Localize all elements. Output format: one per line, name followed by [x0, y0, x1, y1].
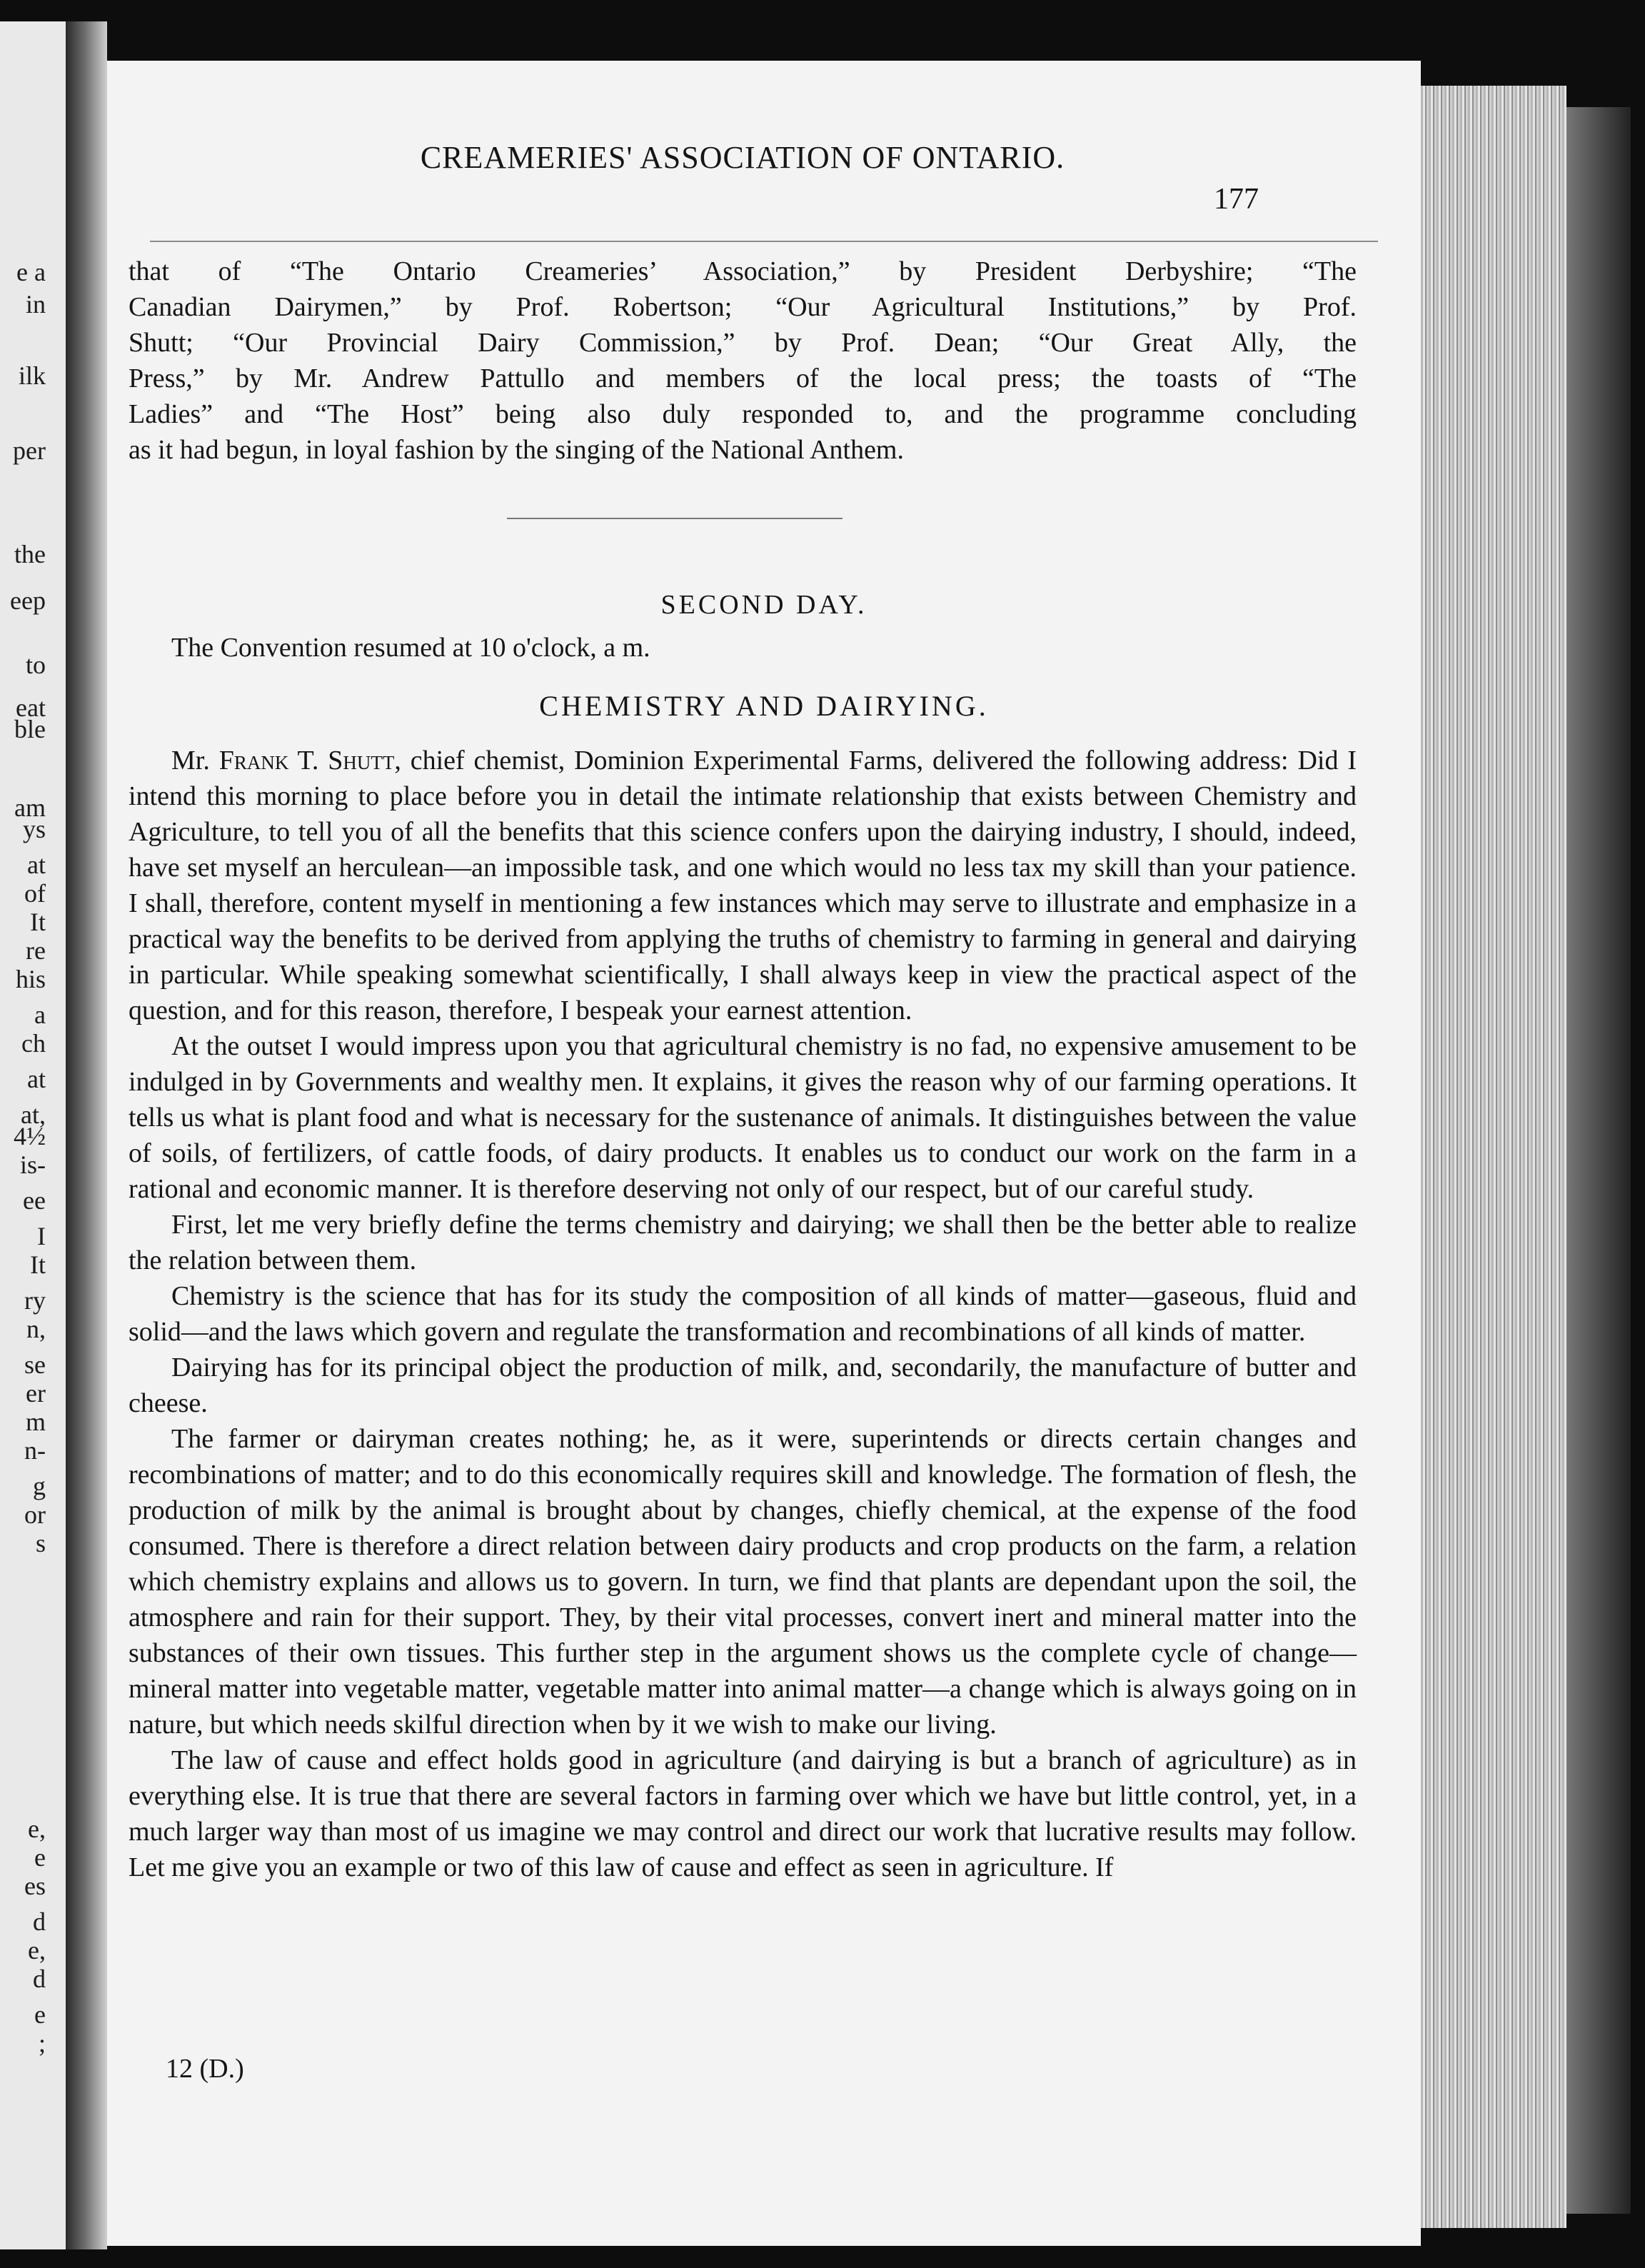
section-heading-second-day: SECOND DAY.	[660, 590, 867, 620]
convention-resumed-line: The Convention resumed at 10 o'clock, a m.	[171, 633, 650, 663]
facing-page-fragment: ilk	[18, 361, 46, 390]
facing-page-fragment: ee	[23, 1186, 46, 1215]
article-paragraph: Dairying has for its principal object the production of milk, and, secondarily, the manufacture of butter and cheese.	[129, 1353, 1357, 1418]
facing-page-fragment: is-	[20, 1150, 46, 1179]
article-paragraph: The farmer or dairyman creates nothing; he, as it were, superintends or directs certain changes and recombinations of matter; and to do this economically requires skill and knowledge. The formation of flesh, the production of milk by the animal is brought about by changes, chiefly chemical, at the expense of the food consumed. There is therefore a direct relation between dairy products and crop products on the farm, a relation which chemistry explains and allows us to govern. In turn, we find that plants are dependant upon the soil, the atmosphere and rain for their support. They, by their vital processes, convert inert and mineral matter into the substances of their own tissues. This further step in the argument shows us the complete cycle of change—mineral matter into vegetable matter, vegetable matter into animal matter—a change which is always going on in nature, but which needs skilful direction when by it we wish to make our living.	[129, 1424, 1357, 1740]
intro-paragraph	[129, 254, 1357, 468]
facing-page-fragment: 4½	[14, 1122, 46, 1150]
facing-page-fragment: n-	[24, 1436, 46, 1465]
facing-page-fragment: er	[26, 1379, 46, 1408]
facing-page-fragment: eep	[10, 586, 46, 615]
facing-page-fragment: es	[24, 1872, 46, 1900]
facing-page-fragment: It	[30, 908, 46, 936]
facing-page-fragment: at	[27, 850, 46, 879]
facing-page-fragment: ry	[24, 1286, 46, 1315]
facing-page-fragment: am	[14, 793, 46, 822]
article-paragraph: At the outset I would impress upon you that agricultural chemistry is no fad, no expensive amusement to be indulged in by Governments and wealthy men. It explains, it gives the reason why of our farming operations. It tells us what is plant food and what is necessary for the sustenance of animals. It distinguishes between the value of soils, of fertilizers, of cattle foods, of dairy products. It enables us to conduct our work on the farm in a rational and economic manner. It is therefore deserving not only of our respect, but of our careful study.	[129, 1031, 1357, 1204]
facing-page-fragment: re	[26, 936, 46, 965]
intro-line: Ladies” and “The Host” being also duly responded to, and the programme concluding	[129, 399, 1357, 429]
facing-page-fragment: e a	[16, 258, 46, 286]
facing-page-fragment: d	[33, 1965, 46, 1993]
facing-page-fragment: It	[30, 1250, 46, 1279]
facing-page-fragment: per	[13, 436, 46, 465]
article-heading: CHEMISTRY AND DAIRYING.	[539, 690, 989, 722]
facing-page-fragment: at	[27, 1065, 46, 1093]
intro-line: Shutt; “Our Provincial Dairy Commission,” by Prof. Dean; “Our Great Ally, the	[129, 328, 1357, 358]
facing-page-fragment: ble	[14, 715, 46, 743]
page-edges	[1421, 86, 1566, 2228]
intro-line: Canadian Dairymen,” by Prof. Robertson; “Our Agricultural Institutions,” by Prof.	[129, 292, 1357, 322]
facing-page-fragment: e,	[28, 1815, 46, 1843]
intro-line: that of “The Ontario Creameries’ Association,” by President Derbyshire; “The	[129, 256, 1357, 286]
facing-page-fragment: ;	[38, 2029, 46, 2057]
facing-page-fragment: ys	[22, 815, 46, 843]
paragraph-text: chief chemist, Dominion Experimental Farms, delivered the following address: Did I intend this morning to place before you in detail the intimate relationship that exists between Chemistry and Agriculture, to tell you of all the benefits that this science confers upon the dairying industry, I should, indeed, have set myself an herculean—an impossible task, and one which would no less tax my skill than your patience. I shall, therefore, content myself in mentioning a few instances which may serve to illustrate and emphasize in a practical way the benefits to be derived from applying the truths of chemistry to farming in general and dairying in particular. While speaking somewhat scientifically, I shall always keep in view the practical aspect of the question, and for this reason, therefore, I bespeak your earnest attention.	[129, 746, 1357, 1025]
facing-page-fragment: his	[15, 965, 46, 993]
facing-page-strip	[0, 21, 66, 2249]
signature-mark: 12 (D.)	[166, 2054, 244, 2084]
facing-page-fragment: or	[24, 1500, 46, 1529]
running-head: CREAMERIES' ASSOCIATION OF ONTARIO.	[420, 140, 1065, 175]
article-paragraph	[129, 743, 1357, 1028]
facing-page-fragment: n,	[26, 1315, 46, 1343]
facing-page-fragment: d	[33, 1907, 46, 1936]
facing-page-fragment: s	[35, 1529, 46, 1557]
article-paragraph: Chemistry is the science that has for its study the composition of all kinds of matter—gaseous, fluid and solid—and the laws which govern and regulate the transformation and recombinations of all kinds of matter.	[129, 1281, 1357, 1347]
intro-line: as it had begun, in loyal fashion by the singing of the National Anthem.	[129, 435, 904, 465]
page-number: 177	[1214, 183, 1259, 216]
book-page	[107, 61, 1421, 2246]
facing-page-fragment: to	[25, 651, 46, 679]
facing-page-fragment: in	[25, 290, 46, 318]
facing-page-fragment: a	[34, 1000, 46, 1029]
facing-page-fragment: se	[24, 1350, 46, 1379]
facing-page-fragment: g	[33, 1472, 46, 1500]
header-rule	[150, 241, 1378, 242]
article-paragraph: The law of cause and effect holds good in agriculture (and dairying is but a branch of agriculture) as in everything else. It is true that there are several factors in farming over which we have but little control, yet, in a much larger way than most of us imagine we may control and direct our work that lucrative results may follow. Let me give you an example or two of this law of cause and effect as seen in agriculture. If	[129, 1745, 1357, 1882]
article-body	[129, 743, 1357, 1885]
facing-page-fragment: e	[34, 2000, 46, 2029]
facing-page-fragment: m	[25, 1408, 46, 1436]
speaker-prefix: Mr.	[171, 746, 219, 776]
section-separator	[507, 518, 842, 519]
book-gutter	[66, 21, 107, 2249]
facing-page-fragment: ch	[21, 1029, 46, 1058]
facing-page-fragment: at,	[21, 1100, 46, 1129]
facing-page-fragment: of	[24, 879, 46, 908]
facing-page-fragment: e	[34, 1843, 46, 1872]
facing-page-fragment: the	[14, 540, 46, 568]
facing-page-fragment: e,	[28, 1936, 46, 1965]
speaker-name: Frank T. Shutt,	[218, 746, 401, 776]
facing-page-fragment: eat	[16, 693, 46, 722]
facing-page-fragment: I	[37, 1222, 46, 1250]
article-paragraph: First, let me very briefly define the terms chemistry and dairying; we shall then be the better able to realize the relation between them.	[129, 1210, 1357, 1275]
intro-line: Press,” by Mr. Andrew Pattullo and members of the local press; the toasts of “The	[129, 363, 1357, 393]
book-cover-edge	[1566, 107, 1631, 2214]
